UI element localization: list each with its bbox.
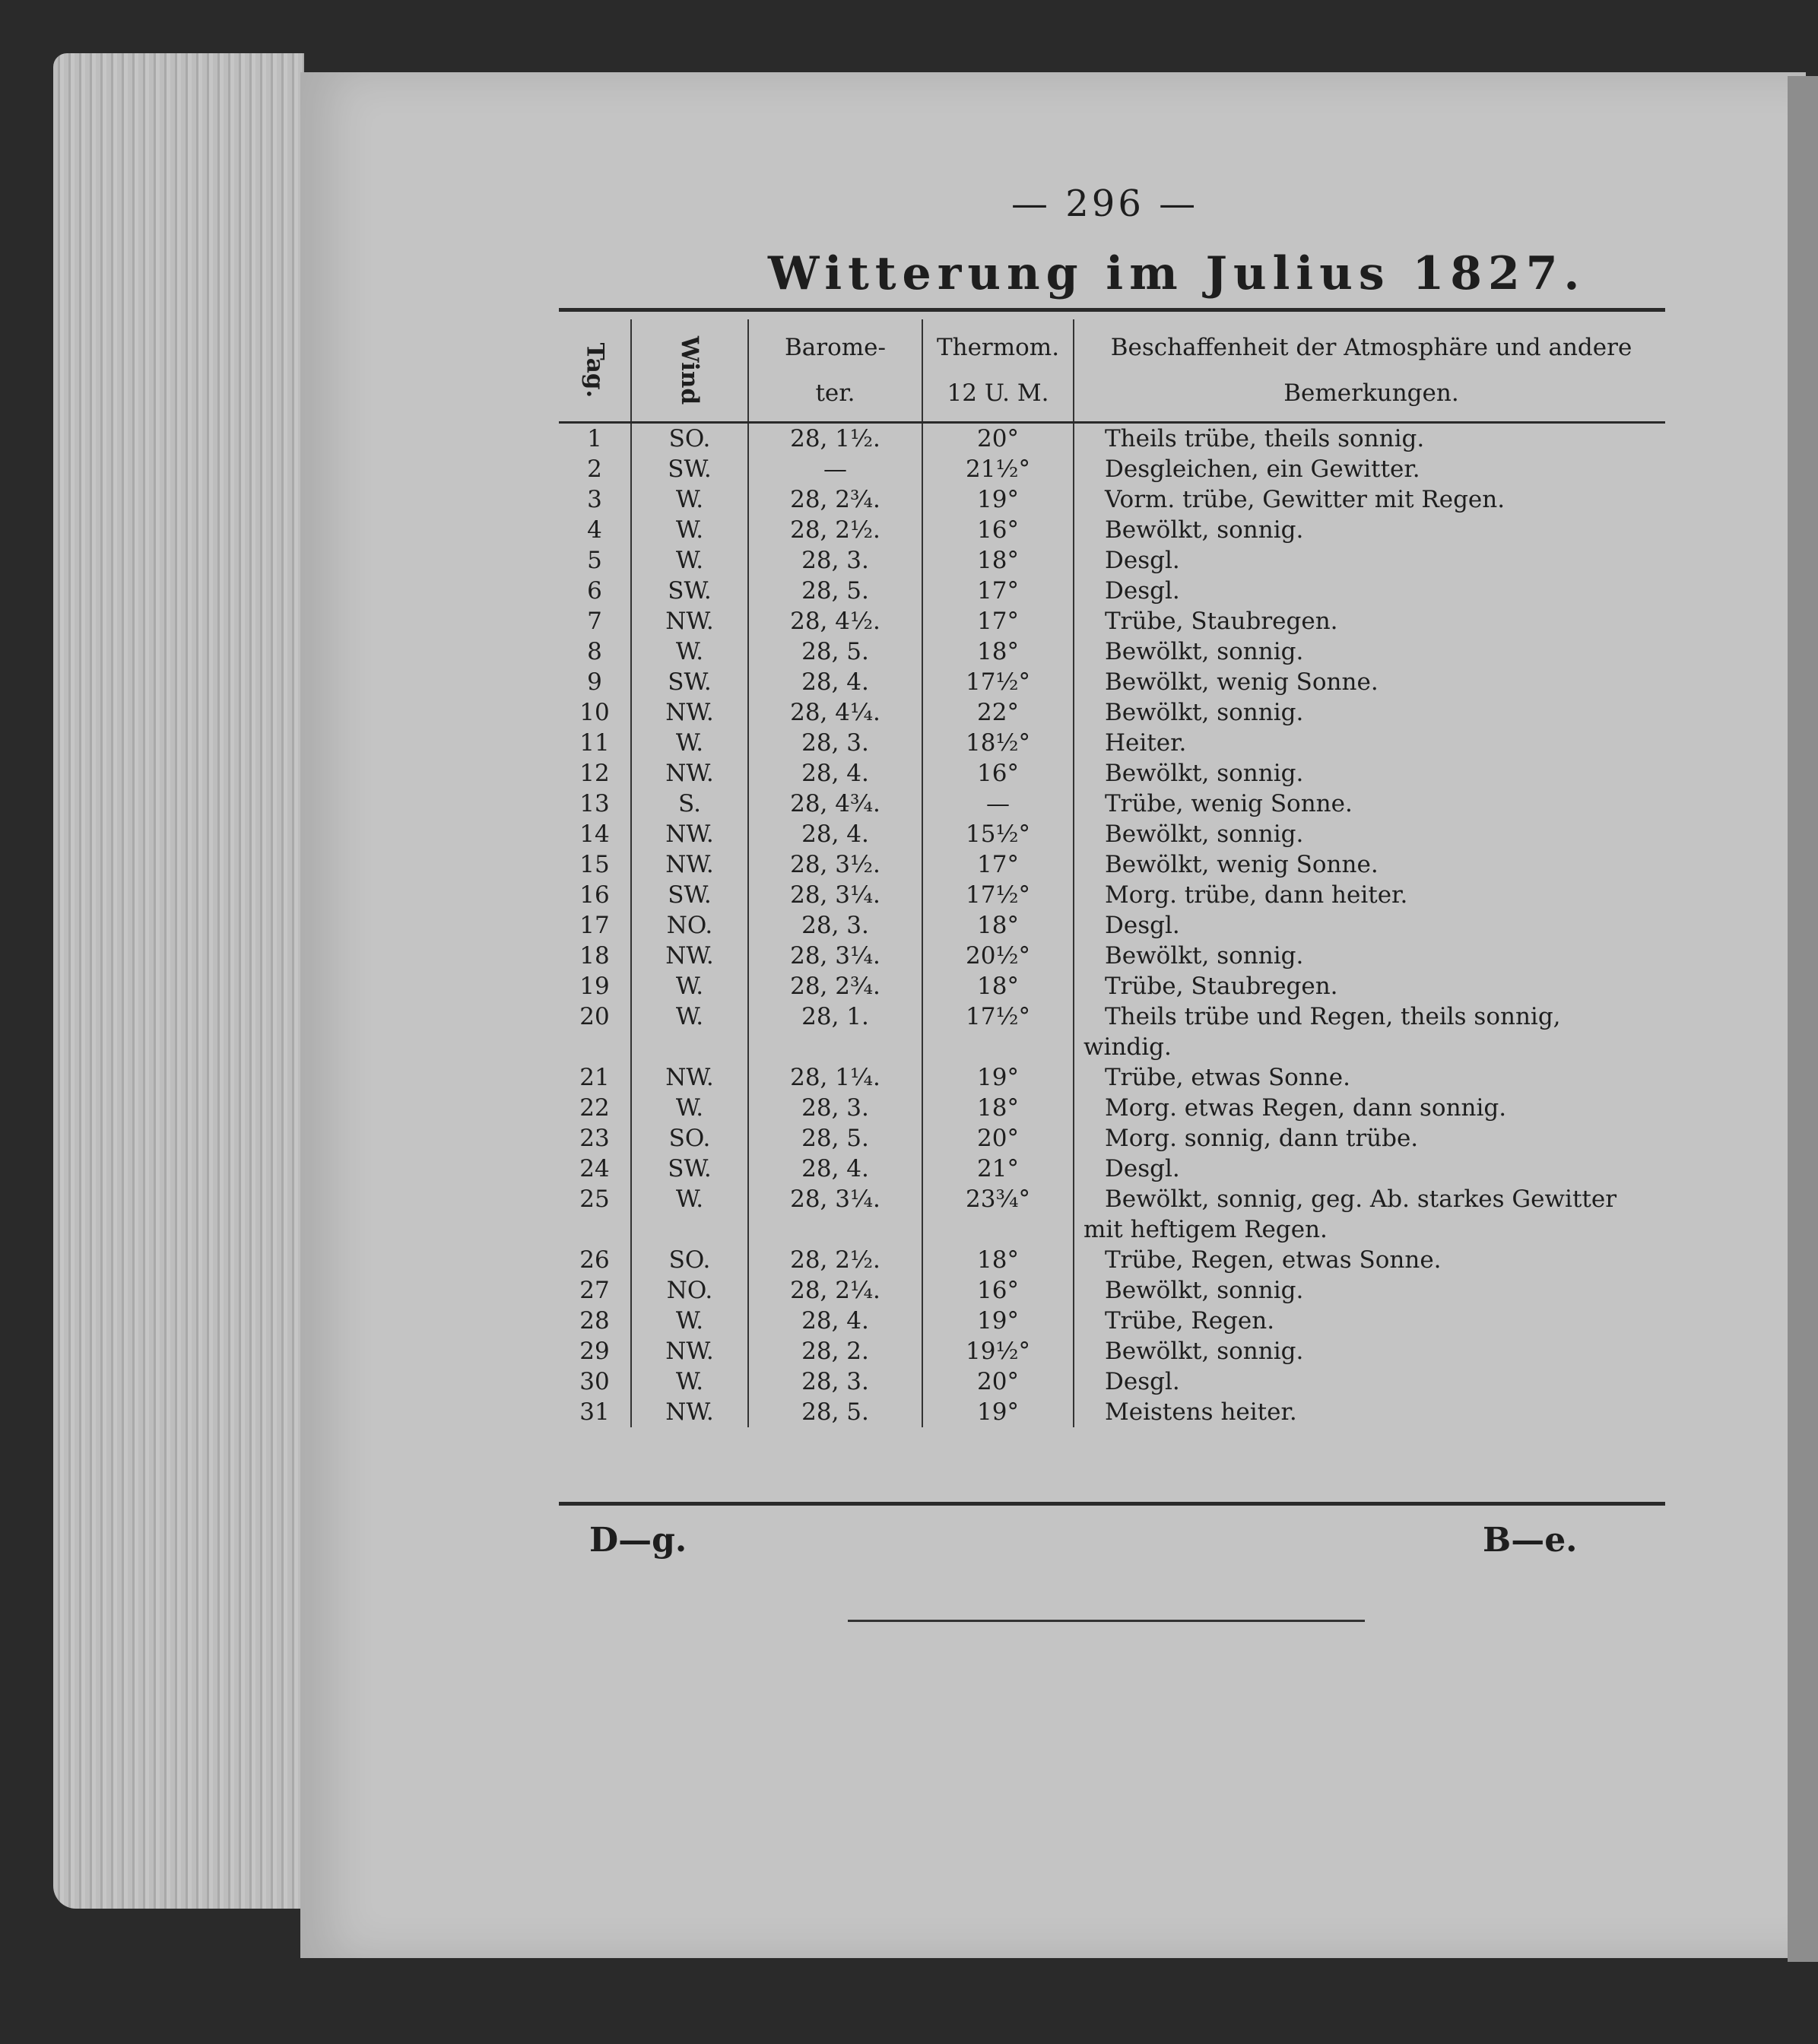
cell-remarks: Desgl. bbox=[1074, 1154, 1665, 1184]
cell-thermometer: 20° bbox=[922, 422, 1074, 454]
cell-wind: W. bbox=[631, 1366, 748, 1397]
table-row bbox=[559, 1062, 1665, 1093]
cell-wind: W. bbox=[631, 1093, 748, 1123]
footer-signature-right: B—e. bbox=[1483, 1521, 1578, 1560]
cell-barometer: 28, 4. bbox=[748, 1154, 922, 1184]
cell-day: 17 bbox=[579, 911, 610, 939]
cell-day: 18 bbox=[579, 941, 610, 970]
cell-day: 30 bbox=[579, 1367, 610, 1395]
header-day: Tag. bbox=[559, 319, 631, 422]
table-row bbox=[559, 606, 1665, 636]
cell-thermometer: 17½° bbox=[922, 667, 1074, 697]
cell-thermometer: 20° bbox=[922, 1366, 1074, 1397]
book-page-edges bbox=[53, 53, 304, 1909]
cell-thermometer: — bbox=[922, 789, 1074, 819]
table-row-continuation bbox=[559, 1214, 1665, 1245]
cell-wind: NW. bbox=[631, 1397, 748, 1427]
cell-barometer: 28, 4½. bbox=[748, 606, 922, 636]
cell-thermometer: 18° bbox=[922, 971, 1074, 1001]
cell-thermometer: 18° bbox=[922, 545, 1074, 576]
cell-barometer: 28, 2¼. bbox=[748, 1275, 922, 1306]
cell-wind: NO. bbox=[631, 910, 748, 941]
cell-wind: SW. bbox=[631, 454, 748, 484]
cell-thermometer: 17° bbox=[922, 849, 1074, 880]
cell-barometer: — bbox=[748, 454, 922, 484]
cell-barometer: 28, 3½. bbox=[748, 849, 922, 880]
cell-wind: S. bbox=[631, 789, 748, 819]
cell-remarks-continued: mit heftigem Regen. bbox=[1074, 1214, 1665, 1245]
cell-thermometer: 18° bbox=[922, 1245, 1074, 1275]
cell-day: 10 bbox=[579, 698, 610, 726]
cell-barometer: 28, 3. bbox=[748, 1093, 922, 1123]
cell-wind: SO. bbox=[631, 1123, 748, 1154]
cell-remarks: Bewölkt, sonnig. bbox=[1074, 758, 1665, 789]
cell-wind: SO. bbox=[631, 1245, 748, 1275]
facing-page-edge bbox=[1788, 76, 1818, 1962]
cell-thermometer: 17° bbox=[922, 606, 1074, 636]
table-row bbox=[559, 545, 1665, 576]
cell-remarks: Theils trübe und Regen, theils sonnig, bbox=[1074, 1001, 1665, 1032]
cell-barometer: 28, 1¼. bbox=[748, 1062, 922, 1093]
cell-thermometer: 19½° bbox=[922, 1336, 1074, 1366]
cell-barometer: 28, 5. bbox=[748, 1123, 922, 1154]
cell-remarks: Meistens heiter. bbox=[1074, 1397, 1665, 1427]
cell-remarks: Bewölkt, wenig Sonne. bbox=[1074, 849, 1665, 880]
cell-remarks: Trübe, Regen, etwas Sonne. bbox=[1074, 1245, 1665, 1275]
cell-wind: NW. bbox=[631, 606, 748, 636]
cell-wind: W. bbox=[631, 1306, 748, 1336]
cell-thermometer: 17° bbox=[922, 576, 1074, 606]
cell-barometer: 28, 5. bbox=[748, 636, 922, 667]
cell-remarks: Desgleichen, ein Gewitter. bbox=[1074, 454, 1665, 484]
table-row bbox=[559, 484, 1665, 515]
cell-day: 9 bbox=[587, 668, 602, 696]
cell-barometer: 28, 2. bbox=[748, 1336, 922, 1366]
cell-day: 4 bbox=[587, 516, 602, 544]
cell-remarks: Desgl. bbox=[1074, 1366, 1665, 1397]
cell-thermometer: 18½° bbox=[922, 728, 1074, 758]
cell-thermometer: 21° bbox=[922, 1154, 1074, 1184]
cell-barometer: 28, 4¾. bbox=[748, 789, 922, 819]
cell-barometer: 28, 4¼. bbox=[748, 697, 922, 728]
table-row bbox=[559, 636, 1665, 667]
cell-barometer: 28, 2½. bbox=[748, 1245, 922, 1275]
cell-barometer: 28, 3. bbox=[748, 910, 922, 941]
table-row bbox=[559, 515, 1665, 545]
table-row bbox=[559, 1245, 1665, 1275]
empty-cell bbox=[631, 1214, 748, 1245]
table-row bbox=[559, 1184, 1665, 1214]
cell-wind: NW. bbox=[631, 1336, 748, 1366]
cell-barometer: 28, 3¼. bbox=[748, 880, 922, 910]
cell-remarks: Bewölkt, sonnig. bbox=[1074, 1336, 1665, 1366]
cell-day: 13 bbox=[579, 789, 610, 817]
empty-cell bbox=[922, 1032, 1074, 1062]
table-row bbox=[559, 1154, 1665, 1184]
table-body bbox=[559, 422, 1665, 1427]
cell-remarks: Bewölkt, sonnig. bbox=[1074, 697, 1665, 728]
cell-wind: SW. bbox=[631, 667, 748, 697]
cell-wind: NW. bbox=[631, 849, 748, 880]
weather-table bbox=[559, 319, 1665, 1427]
empty-cell bbox=[631, 1032, 748, 1062]
cell-day: 1 bbox=[587, 424, 602, 452]
table-row bbox=[559, 667, 1665, 697]
cell-remarks: Bewölkt, sonnig. bbox=[1074, 636, 1665, 667]
cell-day: 16 bbox=[579, 881, 610, 909]
cell-barometer: 28, 3. bbox=[748, 545, 922, 576]
cell-wind: NW. bbox=[631, 697, 748, 728]
cell-barometer: 28, 3. bbox=[748, 1366, 922, 1397]
cell-barometer: 28, 2½. bbox=[748, 515, 922, 545]
cell-thermometer: 18° bbox=[922, 910, 1074, 941]
cell-remarks: Morg. trübe, dann heiter. bbox=[1074, 880, 1665, 910]
cell-remarks: Trübe, Staubregen. bbox=[1074, 971, 1665, 1001]
table-row bbox=[559, 422, 1665, 454]
cell-remarks: Morg. sonnig, dann trübe. bbox=[1074, 1123, 1665, 1154]
cell-wind: NO. bbox=[631, 1275, 748, 1306]
cell-wind: W. bbox=[631, 1001, 748, 1032]
cell-remarks: Morg. etwas Regen, dann sonnig. bbox=[1074, 1093, 1665, 1123]
table-row bbox=[559, 1336, 1665, 1366]
cell-thermometer: 15½° bbox=[922, 819, 1074, 849]
cell-remarks: Desgl. bbox=[1074, 910, 1665, 941]
cell-remarks: Bewölkt, wenig Sonne. bbox=[1074, 667, 1665, 697]
cell-day: 7 bbox=[587, 607, 602, 635]
cell-remarks: Bewölkt, sonnig. bbox=[1074, 819, 1665, 849]
header-remarks: Beschaffenheit der Atmosphäre und andere Bemerkungen. bbox=[1074, 319, 1665, 422]
empty-cell bbox=[559, 1214, 631, 1245]
cell-wind: W. bbox=[631, 484, 748, 515]
cell-thermometer: 17½° bbox=[922, 1001, 1074, 1032]
footer-signature-left: D—g. bbox=[589, 1521, 687, 1560]
cell-wind: NW. bbox=[631, 1062, 748, 1093]
cell-remarks: Bewölkt, sonnig, geg. Ab. starkes Gewitter bbox=[1074, 1184, 1665, 1214]
cell-day: 31 bbox=[579, 1398, 610, 1426]
table-row bbox=[559, 971, 1665, 1001]
cell-day: 2 bbox=[587, 455, 602, 483]
cell-thermometer: 19° bbox=[922, 1306, 1074, 1336]
cell-barometer: 28, 5. bbox=[748, 1397, 922, 1427]
top-rule bbox=[559, 308, 1665, 312]
cell-day: 3 bbox=[587, 485, 602, 513]
cell-wind: W. bbox=[631, 636, 748, 667]
table-row bbox=[559, 1001, 1665, 1032]
cell-thermometer: 17½° bbox=[922, 880, 1074, 910]
cell-remarks: Desgl. bbox=[1074, 545, 1665, 576]
cell-thermometer: 18° bbox=[922, 1093, 1074, 1123]
cell-wind: W. bbox=[631, 728, 748, 758]
header-barometer: Barome- ter. bbox=[748, 319, 922, 422]
cell-remarks: Trübe, Regen. bbox=[1074, 1306, 1665, 1336]
empty-cell bbox=[559, 1032, 631, 1062]
table-row bbox=[559, 910, 1665, 941]
table-row bbox=[559, 819, 1665, 849]
cell-remarks: Trübe, etwas Sonne. bbox=[1074, 1062, 1665, 1093]
cell-remarks: Trübe, wenig Sonne. bbox=[1074, 789, 1665, 819]
cell-wind: NW. bbox=[631, 758, 748, 789]
cell-barometer: 28, 1. bbox=[748, 1001, 922, 1032]
empty-cell bbox=[748, 1214, 922, 1245]
cell-remarks: Theils trübe, theils sonnig. bbox=[1074, 422, 1665, 454]
cell-thermometer: 19° bbox=[922, 1062, 1074, 1093]
table-row bbox=[559, 849, 1665, 880]
cell-day: 27 bbox=[579, 1276, 610, 1304]
cell-day: 15 bbox=[579, 850, 610, 878]
cell-remarks: Bewölkt, sonnig. bbox=[1074, 1275, 1665, 1306]
cell-thermometer: 18° bbox=[922, 636, 1074, 667]
cell-remarks: Vorm. trübe, Gewitter mit Regen. bbox=[1074, 484, 1665, 515]
table-row-continuation bbox=[559, 1032, 1665, 1062]
cell-day: 29 bbox=[579, 1337, 610, 1365]
cell-remarks-continued: windig. bbox=[1074, 1032, 1665, 1062]
cell-barometer: 28, 2¾. bbox=[748, 484, 922, 515]
table-row bbox=[559, 941, 1665, 971]
page-title: Witterung im Julius 1827. bbox=[768, 247, 1586, 300]
table-row bbox=[559, 880, 1665, 910]
cell-wind: NW. bbox=[631, 819, 748, 849]
cell-barometer: 28, 2¾. bbox=[748, 971, 922, 1001]
cell-remarks: Heiter. bbox=[1074, 728, 1665, 758]
cell-day: 20 bbox=[579, 1002, 610, 1030]
page-number: — 296 — bbox=[1011, 182, 1199, 225]
cell-wind: SW. bbox=[631, 880, 748, 910]
cell-wind: W. bbox=[631, 971, 748, 1001]
cell-day: 6 bbox=[587, 576, 602, 605]
cell-wind: SW. bbox=[631, 576, 748, 606]
cell-thermometer: 20½° bbox=[922, 941, 1074, 971]
closing-rule bbox=[848, 1620, 1365, 1622]
table-row bbox=[559, 697, 1665, 728]
table-row bbox=[559, 454, 1665, 484]
cell-barometer: 28, 4. bbox=[748, 758, 922, 789]
cell-thermometer: 19° bbox=[922, 484, 1074, 515]
table-row bbox=[559, 576, 1665, 606]
cell-day: 28 bbox=[579, 1306, 610, 1335]
cell-day: 11 bbox=[579, 728, 610, 757]
cell-wind: SW. bbox=[631, 1154, 748, 1184]
cell-thermometer: 20° bbox=[922, 1123, 1074, 1154]
cell-wind: W. bbox=[631, 515, 748, 545]
cell-thermometer: 16° bbox=[922, 515, 1074, 545]
cell-day: 19 bbox=[579, 972, 610, 1000]
cell-wind: W. bbox=[631, 545, 748, 576]
cell-remarks: Desgl. bbox=[1074, 576, 1665, 606]
cell-remarks: Bewölkt, sonnig. bbox=[1074, 941, 1665, 971]
table-row bbox=[559, 758, 1665, 789]
cell-barometer: 28, 1½. bbox=[748, 422, 922, 454]
cell-day: 26 bbox=[579, 1246, 610, 1274]
header-wind: Wind bbox=[631, 319, 748, 422]
cell-barometer: 28, 5. bbox=[748, 576, 922, 606]
empty-cell bbox=[748, 1032, 922, 1062]
cell-remarks: Trübe, Staubregen. bbox=[1074, 606, 1665, 636]
bottom-rule bbox=[559, 1502, 1665, 1506]
cell-day: 5 bbox=[587, 546, 602, 574]
table-row bbox=[559, 728, 1665, 758]
cell-day: 21 bbox=[579, 1063, 610, 1091]
cell-barometer: 28, 3¼. bbox=[748, 1184, 922, 1214]
empty-cell bbox=[922, 1214, 1074, 1245]
cell-day: 22 bbox=[579, 1093, 610, 1122]
table-row bbox=[559, 1397, 1665, 1427]
header-thermometer: Thermom. 12 U. M. bbox=[922, 319, 1074, 422]
cell-thermometer: 23¾° bbox=[922, 1184, 1074, 1214]
table-row bbox=[559, 1093, 1665, 1123]
cell-wind: NW. bbox=[631, 941, 748, 971]
cell-day: 14 bbox=[579, 820, 610, 848]
cell-thermometer: 19° bbox=[922, 1397, 1074, 1427]
cell-day: 24 bbox=[579, 1154, 610, 1182]
cell-wind: SO. bbox=[631, 422, 748, 454]
cell-barometer: 28, 4. bbox=[748, 819, 922, 849]
table-row bbox=[559, 1123, 1665, 1154]
cell-thermometer: 21½° bbox=[922, 454, 1074, 484]
cell-day: 25 bbox=[579, 1185, 610, 1213]
table-row bbox=[559, 1366, 1665, 1397]
table-row bbox=[559, 789, 1665, 819]
table-row bbox=[559, 1275, 1665, 1306]
cell-day: 12 bbox=[579, 759, 610, 787]
cell-day: 23 bbox=[579, 1124, 610, 1152]
cell-wind: W. bbox=[631, 1184, 748, 1214]
table-row bbox=[559, 1306, 1665, 1336]
cell-thermometer: 16° bbox=[922, 1275, 1074, 1306]
cell-barometer: 28, 3. bbox=[748, 728, 922, 758]
cell-barometer: 28, 3¼. bbox=[748, 941, 922, 971]
cell-thermometer: 22° bbox=[922, 697, 1074, 728]
cell-remarks: Bewölkt, sonnig. bbox=[1074, 515, 1665, 545]
cell-barometer: 28, 4. bbox=[748, 1306, 922, 1336]
cell-day: 8 bbox=[587, 637, 602, 665]
cell-barometer: 28, 4. bbox=[748, 667, 922, 697]
table-header-row bbox=[559, 319, 1665, 422]
cell-thermometer: 16° bbox=[922, 758, 1074, 789]
